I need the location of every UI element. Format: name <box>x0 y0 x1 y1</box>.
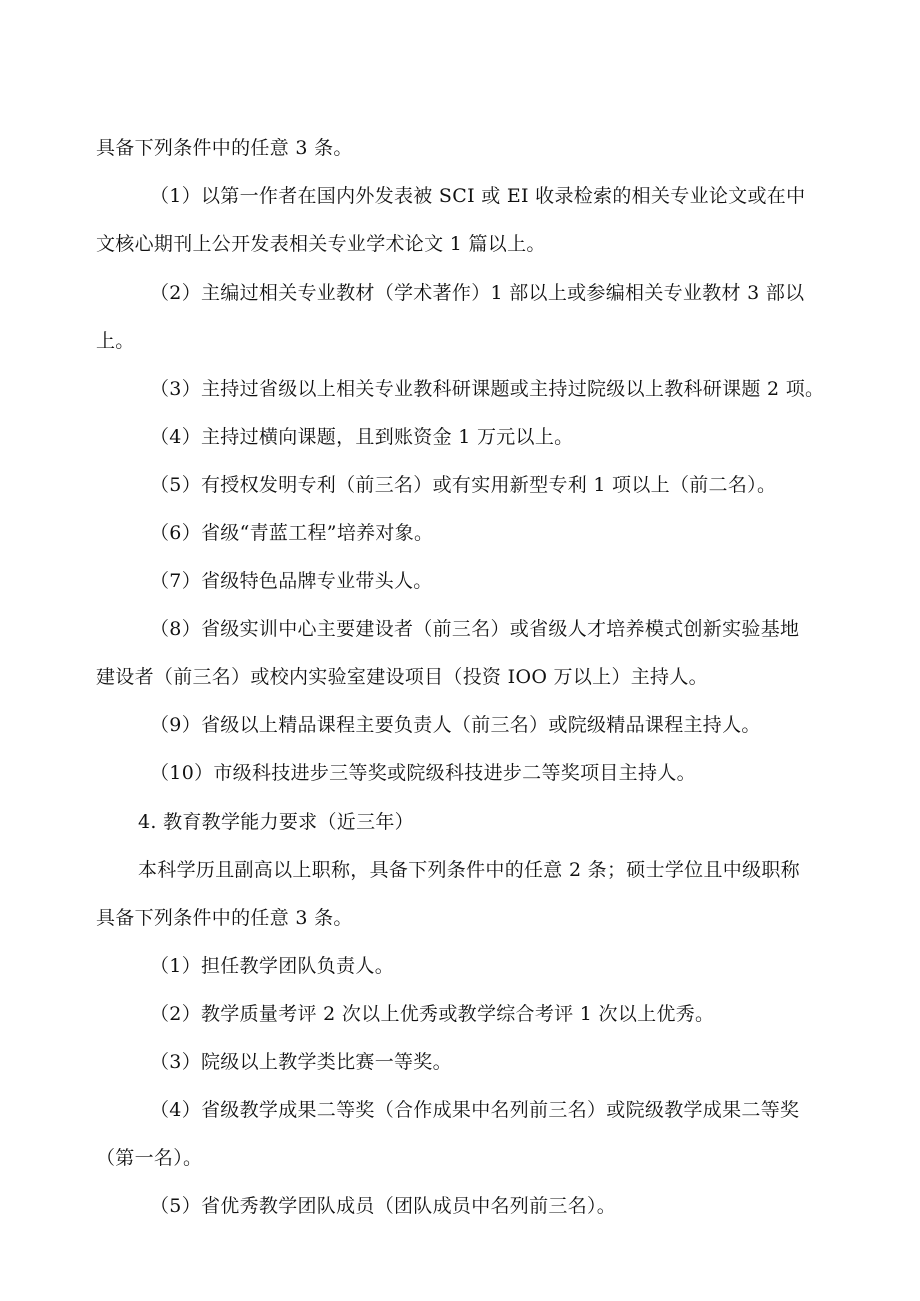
text-line-4: （2）主编过相关专业教材（学术著作）1 部以上或参编相关专业教材 3 部以 <box>150 282 805 304</box>
text-line-10: （7）省级特色品牌专业带头人。 <box>150 570 433 592</box>
text-line-21: （4）省级教学成果二等奖（合作成果中名列前三名）或院级教学成果二等奖 <box>150 1099 800 1121</box>
text-line-16: 本科学历且副高以上职称，具备下列条件中的任意 2 条；硕士学位且中级职称 <box>138 859 800 881</box>
text-line-19: （2）教学质量考评 2 次以上优秀或教学综合考评 1 次以上优秀。 <box>150 1003 715 1025</box>
text-line-22: （第一名）。 <box>96 1147 203 1169</box>
text-line-17: 具备下列条件中的任意 3 条。 <box>96 907 353 929</box>
text-line-7: （4）主持过横向课题，且到账资金 1 万元以上。 <box>150 426 574 448</box>
text-line-1: 具备下列条件中的任意 3 条。 <box>96 137 353 159</box>
text-line-23: （5）省优秀教学团队成员（团队成员中名列前三名）。 <box>150 1195 617 1217</box>
text-line-2: （1）以第一作者在国内外发表被 SCI 或 EI 收录检索的相关专业论文或在中 <box>150 185 806 207</box>
text-line-13: （9）省级以上精品课程主要负责人（前三名）或院级精品课程主持人。 <box>150 714 761 736</box>
text-line-3: 文核心期刊上公开发表相关专业学术论文 1 篇以上。 <box>96 233 546 255</box>
text-line-5: 上。 <box>96 330 135 352</box>
text-line-18: （1）担任教学团队负责人。 <box>150 955 394 977</box>
text-line-9: （6）省级“青蓝工程”培养对象。 <box>150 522 434 544</box>
text-line-14: （10）市级科技进步三等奖或院级科技进步二等奖项目主持人。 <box>150 762 696 784</box>
text-line-6: （3）主持过省级以上相关专业教科研课题或主持过院级以上教科研课题 2 项。 <box>150 378 825 400</box>
text-line-20: （3）院级以上教学类比赛一等奖。 <box>150 1051 452 1073</box>
text-line-12: 建设者（前三名）或校内实验室建设项目（投资 IOO 万以上）主持人。 <box>96 666 708 688</box>
section-heading: 4. 教育教学能力要求（近三年） <box>138 811 414 833</box>
text-line-11: （8）省级实训中心主要建设者（前三名）或省级人才培养模式创新实验基地 <box>150 618 800 640</box>
text-line-8: （5）有授权发明专利（前三名）或有实用新型专利 1 项以上（前二名）。 <box>150 474 777 496</box>
